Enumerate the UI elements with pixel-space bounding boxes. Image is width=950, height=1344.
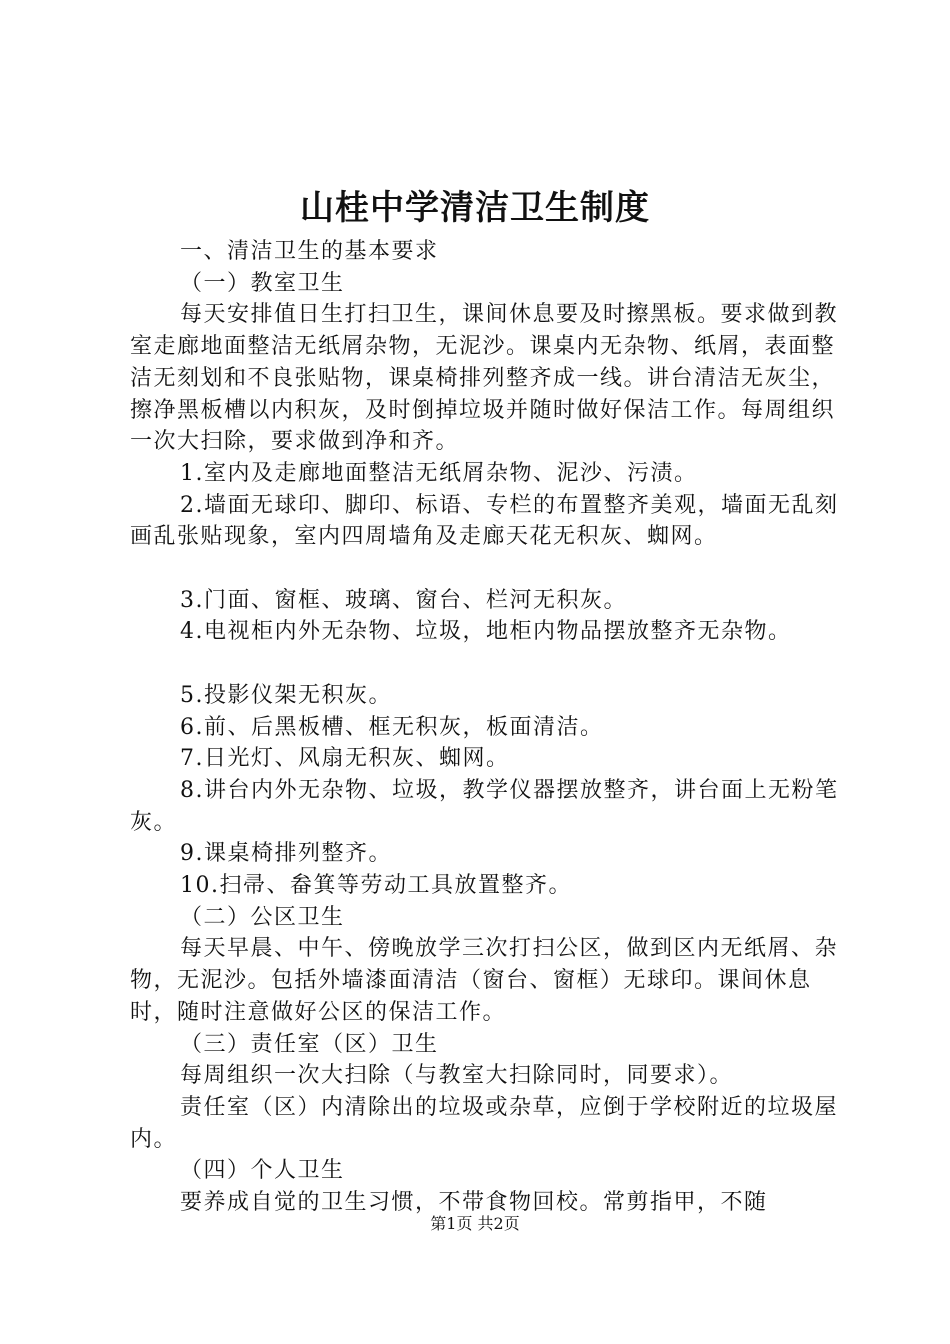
- paragraph-garbage-disposal: 责任室（区）内清除出的垃圾或杂草，应倒于学校附近的垃圾屋内。: [130, 1094, 839, 1152]
- list-item-9: 9.课桌椅排列整齐。: [180, 841, 392, 867]
- paragraph-public-area: 每天早晨、中午、傍晚放学三次打扫公区，做到区内无纸屑、杂物，无泥沙。包括外墙漆面清洁（窗台、窗框）无球印。课间休息时，随时注意做好公区的保洁工作。: [130, 936, 839, 1025]
- list-item-5: 5.投影仪架无积灰。: [180, 682, 392, 708]
- list-item-2: 2.墙面无球印、脚印、标语、专栏的布置整齐美观，墙面无乱刻画乱张贴现象，室内四周墙角及走廊天花无积灰、蜘网。: [130, 492, 839, 550]
- list-item-10: 10.扫帚、畚箕等劳动工具放置整齐。: [180, 873, 572, 899]
- list-item-7: 7.日光灯、风扇无积灰、蜘网。: [180, 746, 510, 772]
- subsection-heading-public-area: （二）公区卫生: [180, 904, 345, 930]
- paragraph-personal-hygiene: 要养成自觉的卫生习惯，不带食物回校。常剪指甲，不随: [180, 1190, 768, 1216]
- spacer: [130, 648, 850, 680]
- list-item-1: 1.室内及走廊地面整洁无纸屑杂物、泥沙、污渍。: [180, 460, 698, 486]
- page-number-footer: 第1页 共2页: [430, 1214, 520, 1233]
- list-item-8: 8.讲台内外无杂物、垃圾，教学仪器摆放整齐，讲台面上无粉笔灰。: [130, 777, 839, 835]
- paragraph-weekly-cleaning: 每周组织一次大扫除（与教室大扫除同时，同要求）。: [180, 1063, 734, 1089]
- subsection-heading-classroom: （一）教室卫生: [180, 270, 345, 296]
- list-item-3: 3.门面、窗框、玻璃、窗台、栏河无积灰。: [180, 587, 627, 613]
- list-item-4: 4.电视柜内外无杂物、垃圾，地柜内物品摆放整齐无杂物。: [180, 619, 792, 645]
- paragraph-classroom-duty: 每天安排值日生打扫卫生，课间休息要及时擦黑板。要求做到教室走廊地面整洁无纸屑杂物，无泥沙。课桌内无杂物、纸屑，表面整洁无刻划和不良张贴物，课桌椅排列整齐成一线。讲台清洁无灰尘，擦净黑板槽以内积灰，及时倒掉垃圾并随时做好保洁工作。每周组织一次大扫除，要求做到净和齐。: [130, 302, 839, 455]
- subsection-heading-personal: （四）个人卫生: [180, 1158, 345, 1184]
- document-body: [130, 236, 850, 1219]
- document-title: 山桂中学清洁卫生制度: [300, 188, 650, 228]
- section-heading-1: 一、清洁卫生的基本要求: [180, 239, 439, 264]
- list-item-6: 6.前、后黑板槽、框无积灰，板面清洁。: [180, 714, 604, 740]
- spacer: [130, 553, 850, 585]
- subsection-heading-responsibility-area: （三）责任室（区）卫生: [180, 1031, 439, 1057]
